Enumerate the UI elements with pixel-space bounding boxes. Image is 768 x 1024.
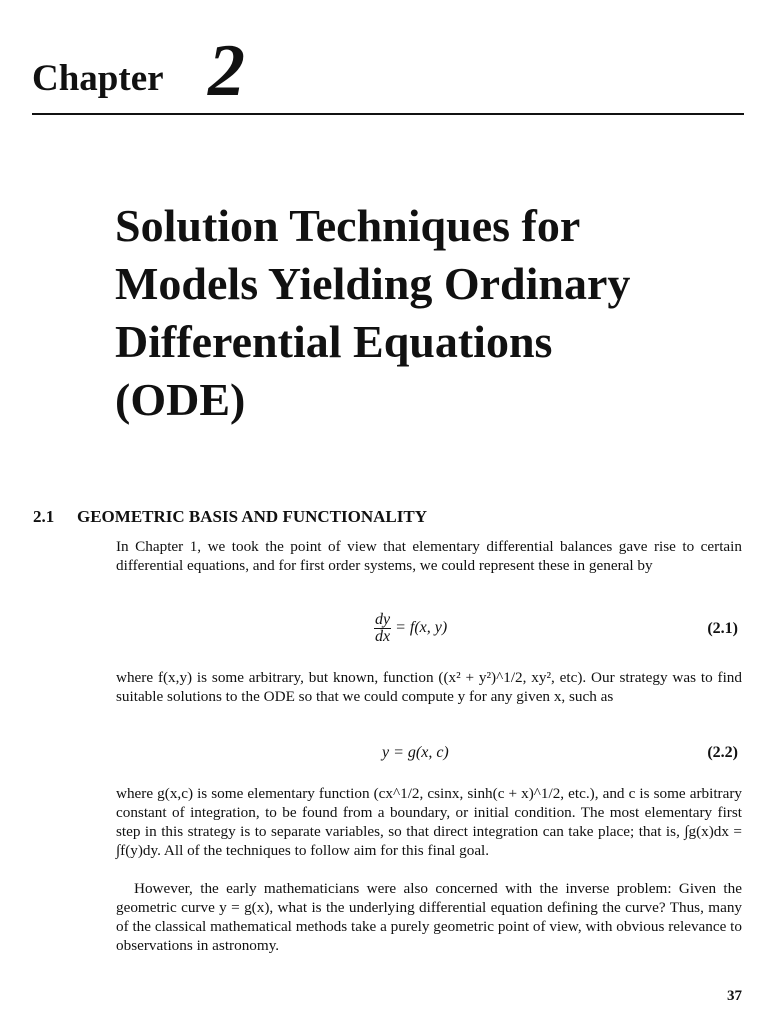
- page-number: 37: [727, 988, 742, 1004]
- paragraph-strategy: where f(x,y) is some arbitrary, but known, function ((x² + y²)^1/2, xy², etc). Our strategy was to find suitable solutions to the ODE so that we could compute y for any given x, such as: [116, 669, 742, 705]
- equation-label: (2.1): [707, 620, 738, 637]
- fraction-denominator: dx: [375, 628, 391, 645]
- paragraph-intro: In Chapter 1, we took the point of view that elementary differential balances gave rise to certain differential equations, and for first order systems, we could represent these in general by: [116, 538, 742, 574]
- fraction-numerator: dy: [375, 611, 391, 628]
- equation-2-1: [116, 612, 742, 652]
- equation-rhs: = f(x, y): [395, 619, 448, 637]
- chapter-number: 2: [208, 30, 245, 112]
- chapter-title-line: (ODE): [115, 374, 246, 425]
- paragraph-separation: where g(x,c) is some elementary function (cx^1/2, csinx, sinh(c + x)^1/2, etc.), and c is some arbitrary constant of integration, to be found from a boundary, or initial condition. The most elementary first step in this strategy is to separate variables, so that direct integration can take place; that is, ∫g(x)dx = ∫f(y)dy. All of the techniques to follow aim for this final goal.: [116, 785, 742, 859]
- derivative-fraction: [374, 612, 391, 645]
- chapter-header: [32, 20, 744, 114]
- equation-2-2: [116, 744, 742, 784]
- chapter-label: Chapter: [32, 58, 164, 99]
- paragraph-inverse-problem: [116, 879, 742, 955]
- chapter-title: [115, 197, 755, 429]
- chapter-title-line: Models Yielding Ordinary: [115, 258, 631, 309]
- chapter-rule: [32, 113, 744, 115]
- paragraph-inverse-problem-text: However, the early mathematicians were also concerned with the inverse problem: Given the geometric curve y = g(x), what is the underlying differential equation defining the curve? Thus, many of the classical mathematical methods take a purely geometric point of view, with obvious relevance to observations in astronomy.: [116, 880, 742, 954]
- chapter-title-line: Differential Equations: [115, 316, 553, 367]
- equation-label: (2.2): [707, 744, 738, 761]
- section-title: GEOMETRIC BASIS AND FUNCTIONALITY: [77, 507, 427, 526]
- section-number: 2.1: [33, 507, 55, 526]
- equation-2-1-expression: [374, 612, 447, 645]
- chapter-title-line: Solution Techniques for: [115, 200, 581, 251]
- section-heading: [33, 507, 427, 527]
- equation-2-2-expression: y = g(x, c): [382, 744, 449, 761]
